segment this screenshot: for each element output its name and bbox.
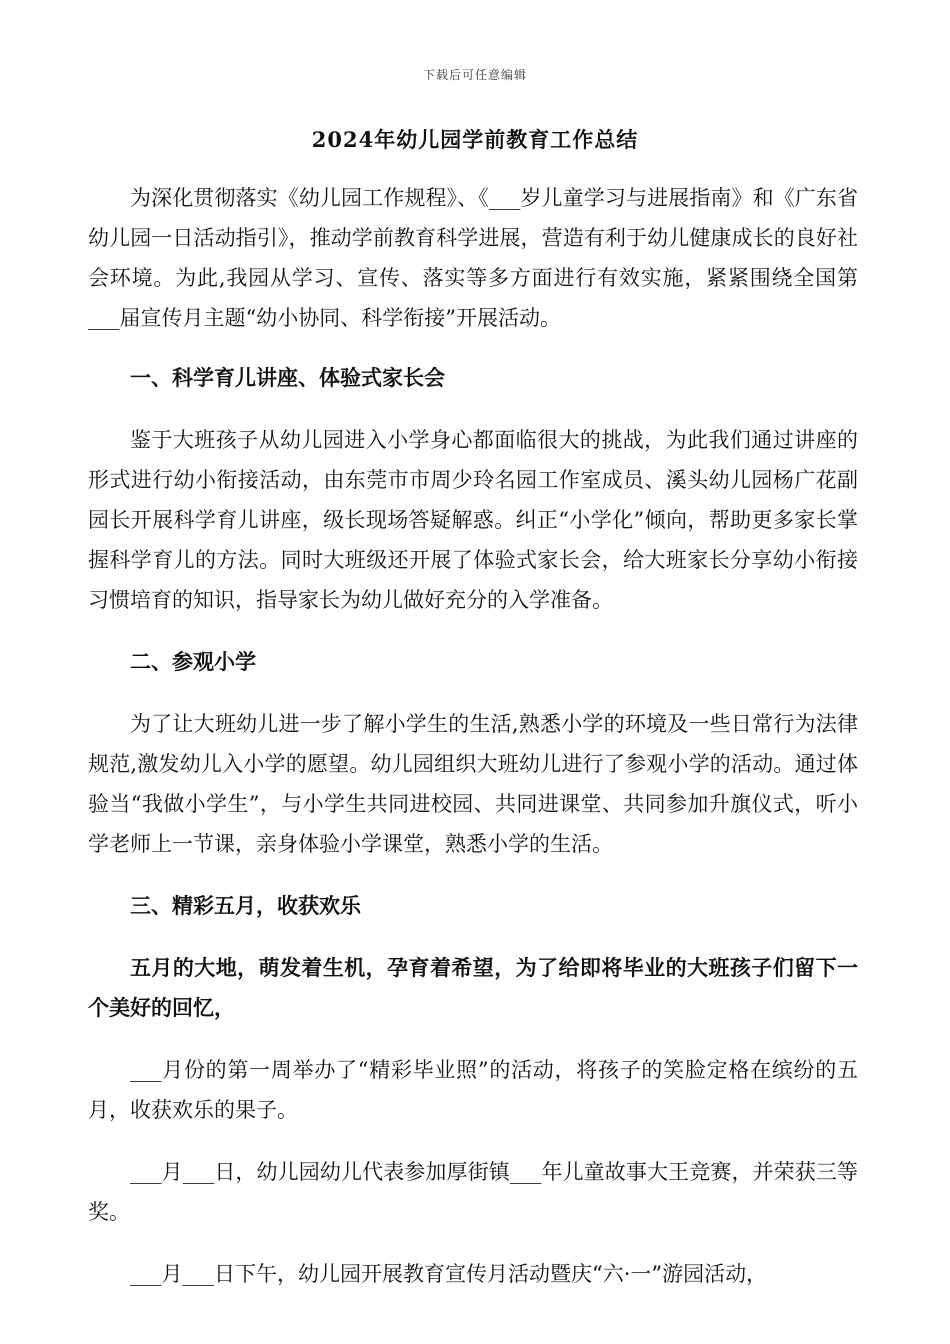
section-heading-3: 三、精彩五月，收获欢乐 xyxy=(130,893,361,918)
section-1-paragraph: 鉴于大班孩子从幼儿园进入小学身心都面临很大的挑战，为此我们通过讲座的形式进行幼小衔接活动，由东莞市市周少玲名园工作室成员、溪头幼儿园杨广花副园长开展科学育儿讲座，级长现场答疑解惑。纠正“小学化”倾向，帮助更多家长掌握科学育儿的方法。同时大班级还开展了体验式家长会，给大班家长分享幼小衔接习惯培育的知识，指导家长为幼儿做好充分的入学准备。 xyxy=(88,428,858,612)
section-heading-2: 二、参观小学 xyxy=(130,649,256,674)
section-3-paragraph-1: ___月份的第一周举办了“精彩毕业照”的活动，将孩子的笑脸定格在缤纷的五月，收获欢乐的果子。 xyxy=(88,1058,858,1122)
section-3-paragraph-3: ___月___日下午，幼儿园开展教育宣传月活动暨庆“六·一”游园活动， xyxy=(130,1262,768,1286)
section-3-lead-paragraph: 五月的大地，萌发着生机，孕育着希望，为了给即将毕业的大班孩子们留下一个美好的回忆， xyxy=(88,955,858,1020)
header-note: 下载后可任意编辑 xyxy=(422,68,527,82)
document-title: 2024年幼儿园学前教育工作总结 xyxy=(311,127,639,152)
section-heading-1: 一、科学育儿讲座、体验式家长会 xyxy=(130,365,445,390)
document-body xyxy=(88,178,858,1316)
section-2-paragraph: 为了让大班幼儿进一步了解小学生的生活,熟悉小学的环境及一些日常行为法律规范,激发幼儿入小学的愿望。幼儿园组织大班幼儿进行了参观小学的活动。通过体验当“我做小学生”，与小学生共同进校园、共同进课堂、共同参加升旗仪式，听小学老师上一节课，亲身体验小学课堂，熟悉小学的生活。 xyxy=(88,712,858,856)
section-3-paragraph-2: ___月___日，幼儿园幼儿代表参加厚街镇___年儿童故事大王竞赛，并荣获三等奖。 xyxy=(88,1160,858,1224)
intro-paragraph: 为深化贯彻落实《幼儿园工作规程》、《___岁儿童学习与进展指南》和《广东省幼儿园一日活动指引》，推动学前教育科学进展，营造有利于幼儿健康成长的良好社会环境。为此,我园从学习、宣传、落实等多方面进行有效实施，紧紧围绕全国第___届宣传月主题“幼小协同、科学衔接”开展活动。 xyxy=(88,186,858,330)
